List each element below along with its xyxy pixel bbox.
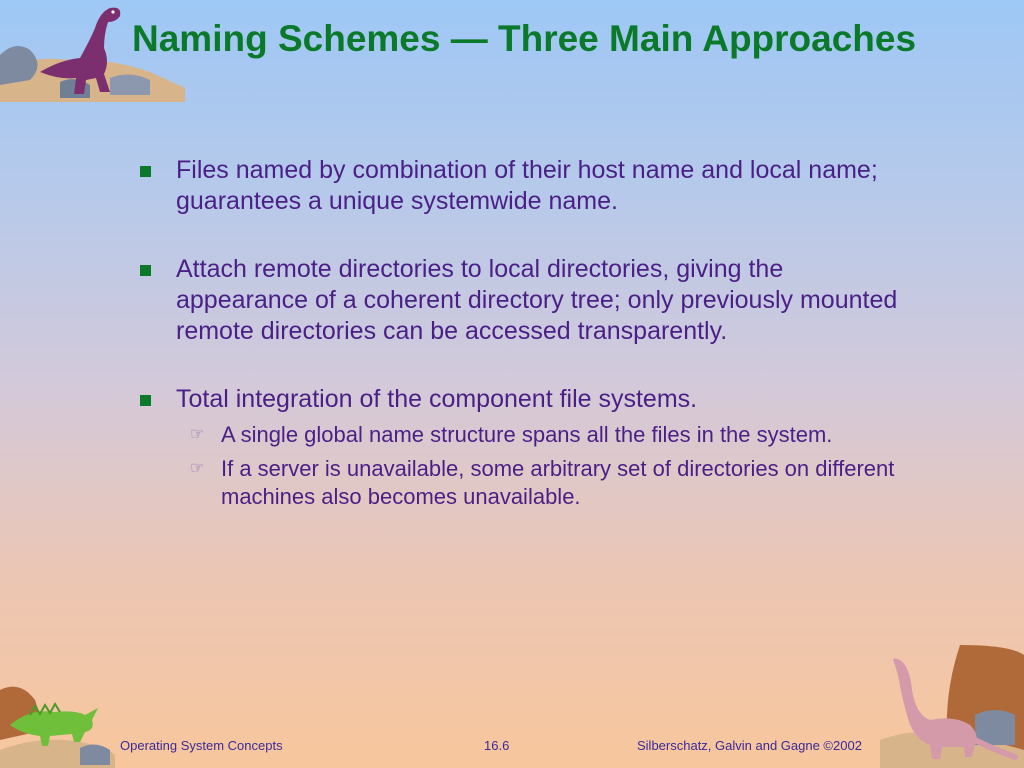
sub-bullet-item	[176, 455, 898, 511]
slide-title: Naming Schemes — Three Main Approaches	[132, 18, 917, 59]
footer-page-number: 16.6	[484, 738, 510, 753]
bullet-text: Files named by combination of their host name and local name; guarantees a unique systemwide name.	[176, 156, 878, 215]
bullet-text: Attach remote directories to local directories, giving the appearance of a coherent directory tree; only previously mounted remote directories can be accessed transparently.	[176, 255, 898, 345]
bullet-item	[138, 384, 898, 415]
pointing-hand-icon: ☞	[190, 426, 205, 443]
bullet-item	[138, 155, 898, 217]
pointing-hand-icon: ☞	[190, 460, 205, 477]
dinosaur-triceratops-illustration	[0, 670, 115, 768]
sub-bullet-text: If a server is unavailable, some arbitrary set of directories on different machines also becomes unavailable.	[221, 456, 895, 509]
footer-course-title: Operating System Concepts	[120, 738, 283, 753]
square-bullet-icon	[140, 166, 151, 177]
bullet-item	[138, 254, 898, 347]
sub-bullet-item	[176, 421, 898, 449]
square-bullet-icon	[140, 395, 151, 406]
bullet-list	[138, 155, 898, 511]
square-bullet-icon	[140, 265, 151, 276]
footer-copyright: Silberschatz, Galvin and Gagne ©2002	[637, 738, 862, 753]
sub-bullet-text: A single global name structure spans all the files in the system.	[221, 422, 833, 447]
dinosaur-brontosaurus-illustration	[880, 645, 1024, 768]
bullet-text: Total integration of the component file systems.	[176, 385, 698, 413]
